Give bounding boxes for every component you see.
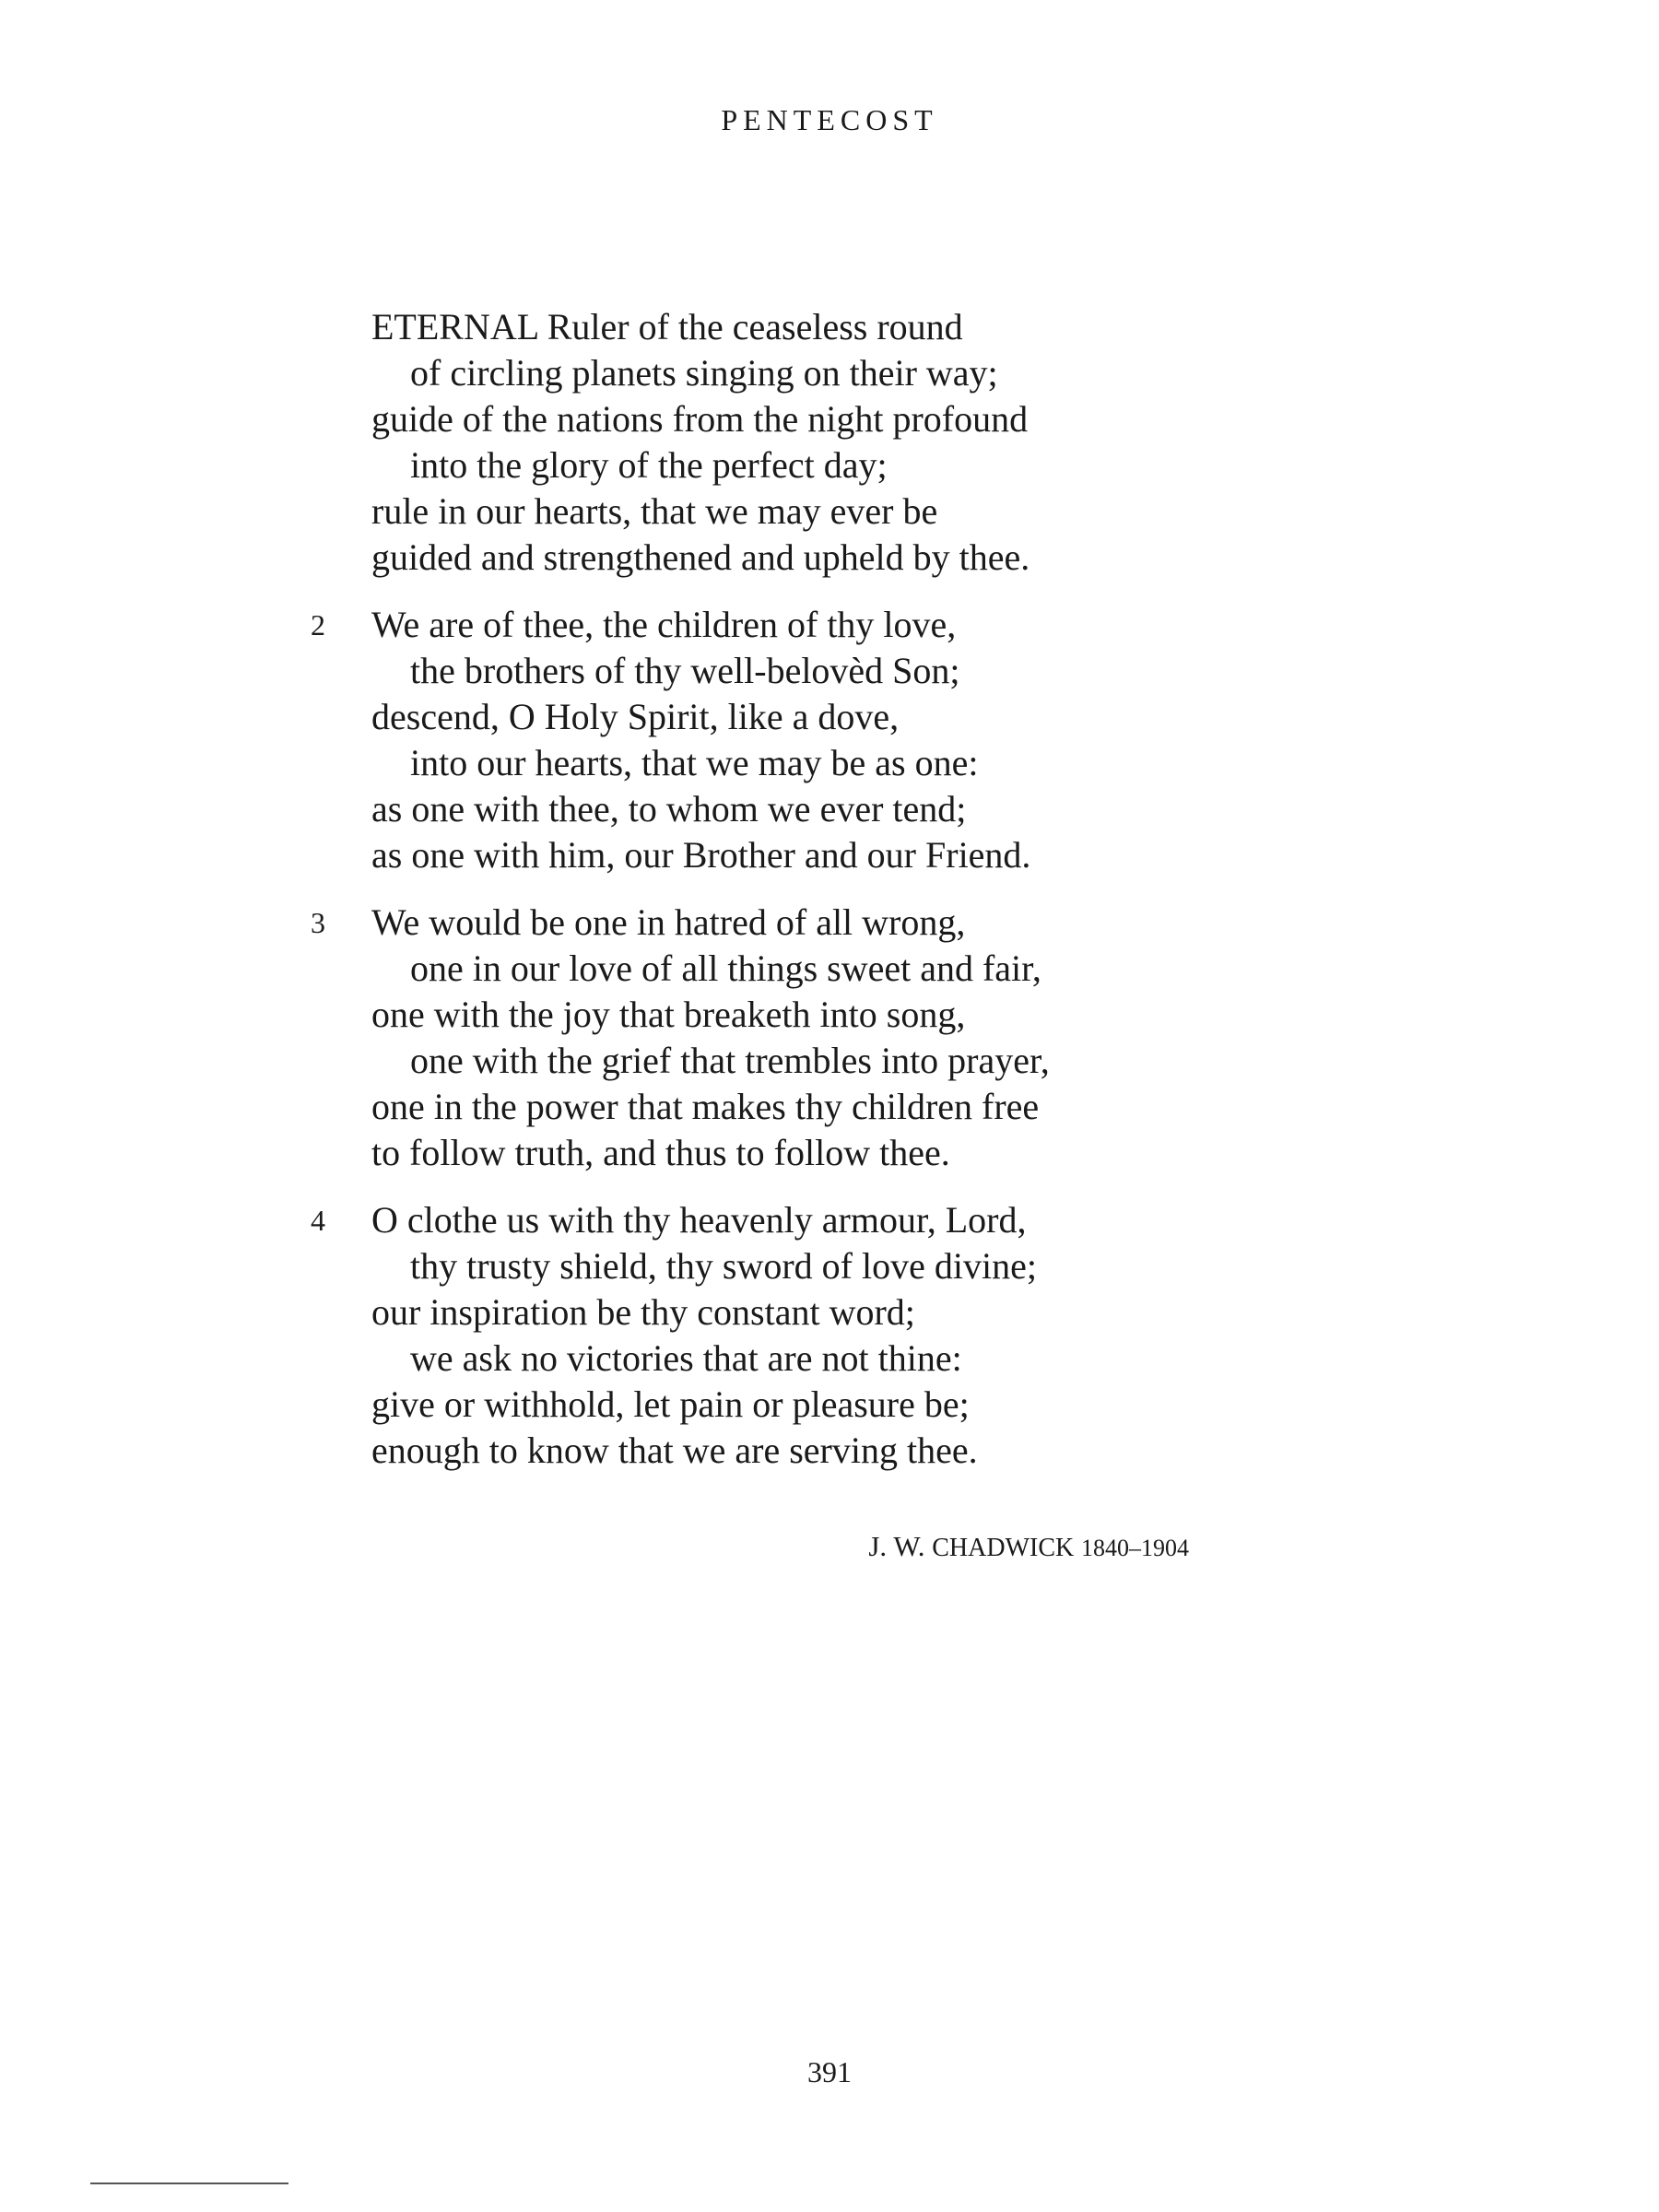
- verse: [0, 602, 1659, 878]
- verse-line: we ask no victories that are not thine:: [410, 1337, 962, 1379]
- verse-line: We would be one in hatred of all wrong,: [371, 901, 966, 943]
- verse-line: guide of the nations from the night profound: [371, 398, 1029, 440]
- verse-line: the brothers of thy well-belovèd Son;: [410, 650, 960, 691]
- author-dates: 1840–1904: [1081, 1535, 1189, 1561]
- verse-line: We are of thee, the children of thy love,: [371, 604, 957, 645]
- verse: [0, 304, 1659, 581]
- verse-line: our inspiration be thy constant word;: [371, 1291, 915, 1333]
- verse-line: thy trusty shield, thy sword of love divine;: [410, 1245, 1037, 1287]
- page-number: 391: [807, 2055, 852, 2088]
- verse-line: rule in our hearts, that we may ever be: [371, 490, 938, 532]
- verse-line: as one with thee, to whom we ever tend;: [371, 788, 967, 830]
- verse-line: ETERNAL Ruler of the ceaseless round: [371, 306, 963, 347]
- verse: [0, 1197, 1659, 1474]
- hymn-text: [0, 304, 1659, 1495]
- verse-line: into our hearts, that we may be as one:: [410, 742, 979, 783]
- verse-line: one in the power that makes thy children free: [371, 1086, 1040, 1127]
- verse-line: give or withhold, let pain or pleasure be;: [371, 1383, 970, 1425]
- verse-number: 4: [311, 1204, 325, 1237]
- verse-line: enough to know that we are serving thee.: [371, 1430, 978, 1471]
- verse-number: 2: [311, 608, 325, 641]
- scan-divider: [90, 2183, 288, 2184]
- verse-line: guided and strengthened and upheld by thee.: [371, 536, 1030, 578]
- verse-line: O clothe us with thy heavenly armour, Lord,: [371, 1199, 1027, 1241]
- verse-line: one in our love of all things sweet and fair,: [410, 947, 1041, 989]
- verse-line: to follow truth, and thus to follow thee.: [371, 1132, 950, 1173]
- verse-line: descend, O Holy Spirit, like a dove,: [371, 696, 900, 737]
- running-head: PENTECOST: [721, 103, 938, 136]
- verse-line: as one with him, our Brother and our Friend.: [371, 834, 1031, 876]
- author-name: CHADWICK: [932, 1534, 1075, 1562]
- verse-number: 3: [311, 906, 325, 939]
- verse-line: into the glory of the perfect day;: [410, 444, 888, 486]
- author-attribution: [0, 1530, 1189, 1563]
- author-initials: J. W.: [868, 1530, 925, 1562]
- verse-line: one with the grief that trembles into prayer,: [410, 1040, 1050, 1081]
- verse-line: of circling planets singing on their way;: [410, 352, 998, 394]
- verse: [0, 900, 1659, 1176]
- verse-line: one with the joy that breaketh into song,: [371, 994, 966, 1035]
